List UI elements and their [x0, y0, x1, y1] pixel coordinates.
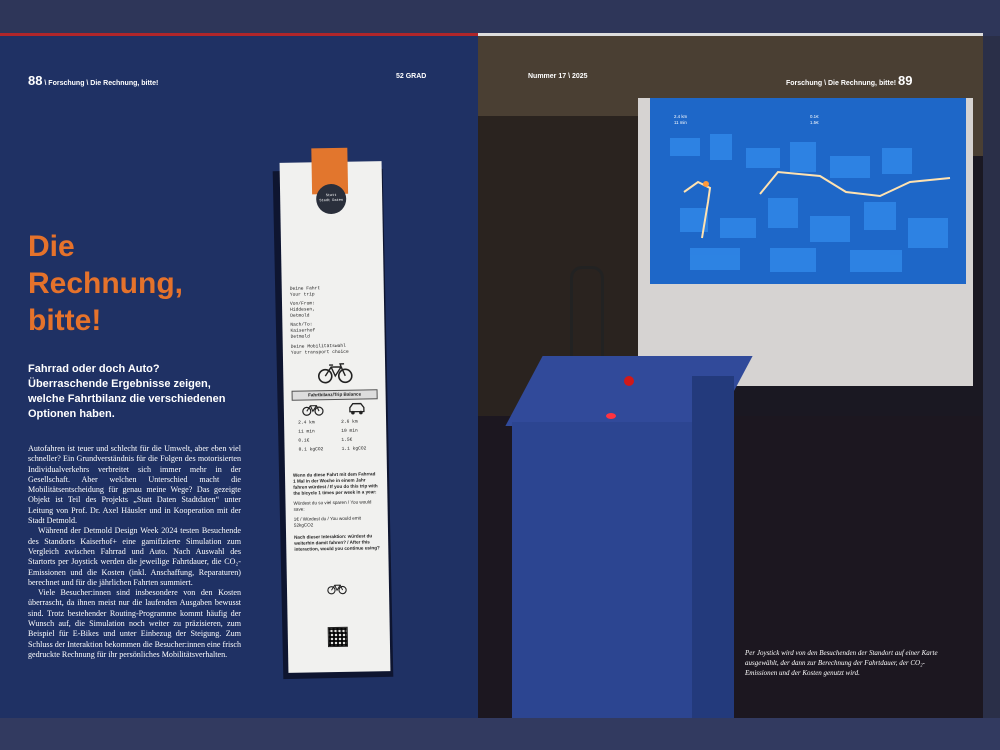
receipt-line: Kaiserhof	[290, 328, 316, 334]
photo-caption: Per Joystick wird von den Besuchenden der Standort auf einer Karte ausgewählt, der dann zur Berechnung der Fahrtdauer, der CO₂-Emissionen und der Kosten genutzt wird.	[745, 649, 938, 677]
pedestal-front	[512, 422, 692, 718]
stat-car-co2: 1.1 kgCO2	[341, 446, 367, 452]
logo-line: Stadt Daten	[319, 198, 344, 204]
receipt-line: 1€ / Würdest du / You would emit 52kgCO2	[293, 515, 361, 528]
statt-daten-logo	[316, 184, 347, 215]
issue-number: Nummer 17 \ 2025	[528, 73, 588, 80]
receipt-line: Detmold	[290, 313, 310, 319]
receipt-line: Von/From:	[289, 301, 315, 307]
printed-receipt	[280, 161, 391, 673]
headline-line: Die	[28, 230, 75, 263]
magazine-name: 52 GRAD	[396, 73, 427, 80]
right-running-head: Forschung \ Die Rechnung, bitte!	[786, 80, 897, 87]
spread-edge	[983, 36, 1000, 718]
stat-bike-cost: 0.1€	[298, 438, 310, 444]
trip-balance-section	[292, 389, 378, 400]
screen-legend-bike	[674, 114, 687, 127]
receipt-question: Nach dieser Interaktion: würdest du weiterhin damit fahren? / After this interaction, would you continue using?	[294, 533, 380, 552]
left-running-head: \ Forschung \ Die Rechnung, bitte!	[44, 80, 159, 87]
headline-line: bitte!	[28, 304, 102, 337]
legend-value: 1.5€	[810, 120, 819, 126]
red-button	[606, 413, 616, 419]
receipt-line: Detmold	[290, 334, 310, 340]
receipt-line: Nach/To:	[290, 322, 313, 328]
trip-balance-stats	[298, 419, 379, 453]
article-body	[28, 444, 241, 660]
legend-value: 0.1€	[810, 114, 819, 119]
body-paragraph: Autofahren ist teuer und schlecht für die Umwelt, aber eben viel schneller? Ein Grundverständnis für die Folgen des motorisierten Individualverkehrs verbreitet sich immer mehr in der Gesellschaft. Aber welchen Unterschied macht die Mobilitätsentscheidung für genau meine Wege? Das gezeigte Objekt ist Teil des Projekts „Statt Daten Stadtdaten“ unter Leitung von Prof. Dr. Axel Häusler und in Kooperation mit der Stadt Detmold.	[28, 444, 241, 526]
receipt-line: Würdest du so viel sparen / You would save:	[293, 499, 372, 512]
body-paragraph: Viele Besucher:innen sind insbesondere von den Kosten überrascht, da ihnen meist nur die laufenden Ausgaben bewusst sind. Trotz bestehender Routing-Programme kommt häufig der Wunsch auf, die Simulation noch weiter zu präzisieren, zum Beispiel für E-Bikes und unter Einbezug der Steigung. Zum Schluss der Interaktion bekommen die Besucher:innen eine frisch gedruckte Rechnung für ihr persönliches Mobilitätsverhalten.	[28, 588, 241, 659]
stat-bike-distance: 2.4 km	[298, 420, 315, 426]
qr-code	[328, 627, 348, 647]
projected-map-screen	[650, 98, 966, 284]
lede: Fahrrad oder doch Auto? Überraschende Ergebnisse zeigen, welche Fahrtbilanz die verschiedenen Optionen haben.	[28, 363, 226, 420]
annual-summary	[293, 471, 380, 552]
stat-bike-time: 11 min	[298, 429, 315, 435]
bicycle-icon	[302, 402, 324, 416]
receipt-line: Deine Fahrt	[289, 286, 321, 292]
legend-value: 2.4 km	[674, 114, 688, 119]
receipt-question: Wenn du diese Fahrt mit dem Fahrrad 1 Mal in der Woche in einem Jahr fahren würdest / If you do this trip with the bicycle 1 times per week in a year:	[292, 471, 378, 496]
right-folio	[786, 73, 912, 88]
headline-line: Rechnung,	[28, 267, 183, 300]
page-headline	[28, 228, 248, 339]
spread-frame-bottom	[0, 718, 1000, 750]
receipt-line: Your transport choice	[290, 349, 349, 356]
right-page-number: 89	[898, 73, 913, 88]
body-paragraph: Während der Detmold Design Week 2024 testen Besuchende des Standorts Kaiserhof+ eine gamifizierte Simulation zum Vergleich zwischen Fahrrad und Auto. Nach Auswahl des Startorts per Joystick werden die jeweilige Fahrtdauer, die CO₂-Emissionen und die Kosten (inkl. Anschaffung, Reparaturen) berechnet und für die jährlichen Fahrten summiert.	[28, 526, 241, 587]
stat-bike-co2: 0.1 kgCO2	[298, 447, 324, 453]
screen-legend-car	[810, 114, 819, 127]
car-icon	[348, 401, 366, 415]
pedestal-side	[692, 376, 734, 718]
stat-car-time: 10 min	[341, 428, 358, 434]
trip-section	[290, 285, 377, 356]
logo-line: Statt	[325, 193, 337, 199]
receipt-line: Hiddesen,	[290, 307, 315, 313]
spread-frame-top	[0, 0, 1000, 30]
receipt-line: Deine Mobilitätswahl	[290, 343, 346, 350]
receipt-line: Your trip	[289, 292, 315, 298]
bicycle-icon	[327, 582, 347, 595]
stat-car-cost: 1.5€	[341, 437, 353, 443]
joystick	[624, 376, 634, 386]
trip-balance-title: Fahrtbilanz/Trip Balance	[292, 389, 378, 400]
right-page-photo	[478, 36, 983, 718]
left-page-number: 88	[28, 73, 43, 88]
bicycle-icon	[317, 362, 353, 385]
map-graphic	[650, 98, 966, 284]
stat-car-distance: 2.6 km	[341, 419, 358, 425]
legend-value: 11 min	[674, 120, 687, 126]
left-folio	[28, 73, 158, 88]
